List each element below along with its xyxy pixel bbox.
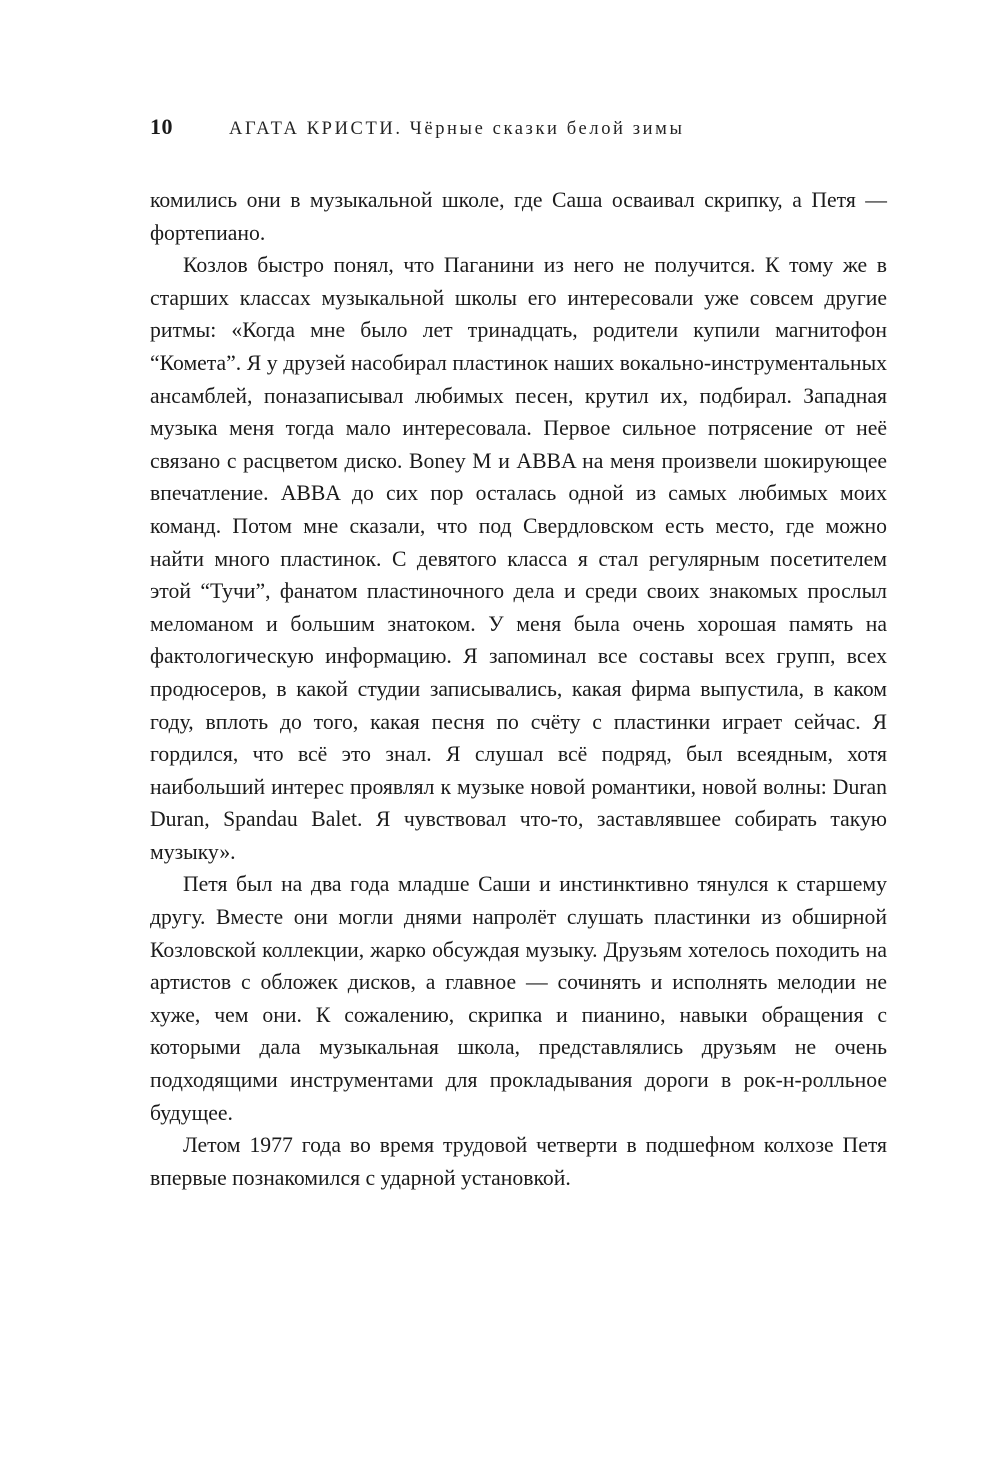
paragraph: Козлов быстро понял, что Паганини из него не получится. К тому же в старших классах музыкальной школы его интересовали уже совсем другие ритмы: «Когда мне было лет тринадцать, родители купили магнитофон “Комета”. Я у друзей насобирал пластинок наших вокально-инструментальных ансамблей, поназаписывал любимых песен, крутил их, подбирал. Западная музыка меня тогда мало интересовала. Первое сильное потрясение от неё связано с расцветом диско. Boney M и ABBA на меня произвели шокирующее впечатление. ABBA до сих пор осталась одной из самых любимых моих команд. Потом мне сказали, что под Свердловском есть место, где можно найти много пластинок. С девятого класса я стал регулярным посетителем этой “Тучи”, фанатом пластиночного дела и среди своих знакомых прослыл меломаном и большим знатоком. У меня была очень хорошая память на фактологическую информацию. Я запоминал все составы всех групп, всех продюсеров, в какой студии записывались, какая фирма выпустила, в каком году, вплоть до того, какая песня по счёту с пластинки играет сейчас. Я гордился, что всё это знал. Я слушал всё подряд, был всеядным, хотя наибольший интерес проявлял к музыке новой романтики, новой волны: Duran Duran, Spandau Balet. Я чувствовал что-то, заставлявшее собирать такую музыку». (150, 253, 887, 864)
body-text (150, 184, 887, 1194)
page-number: 10 (150, 114, 173, 139)
paragraph: Петя был на два года младше Саши и инстинктивно тянулся к старшему другу. Вместе они могли днями напролёт слушать пластинки из обширной Козловской коллекции, жарко обсуждая музыку. Друзьям хотелось походить на артистов с обложек дисков, а главное — сочинять и исполнять мелодии не хуже, чем они. К сожалению, скрипка и пианино, навыки обращения с которыми дала музыкальная школа, представлялись друзьям не очень подходящими инструментами для прокладывания дороги в рок-н-ролльное будущее. (150, 872, 887, 1125)
paragraph: Летом 1977 года во время трудовой четверти в подшефном колхозе Петя впервые познакомился с ударной установкой. (150, 1133, 887, 1190)
page-header (150, 114, 886, 140)
paragraph-continuation: комились они в музыкальной школе, где Саша осваивал скрипку, а Петя — фортепиано. (150, 188, 887, 245)
running-title: АГАТА КРИСТИ. Чёрные сказки белой зимы (229, 119, 685, 139)
